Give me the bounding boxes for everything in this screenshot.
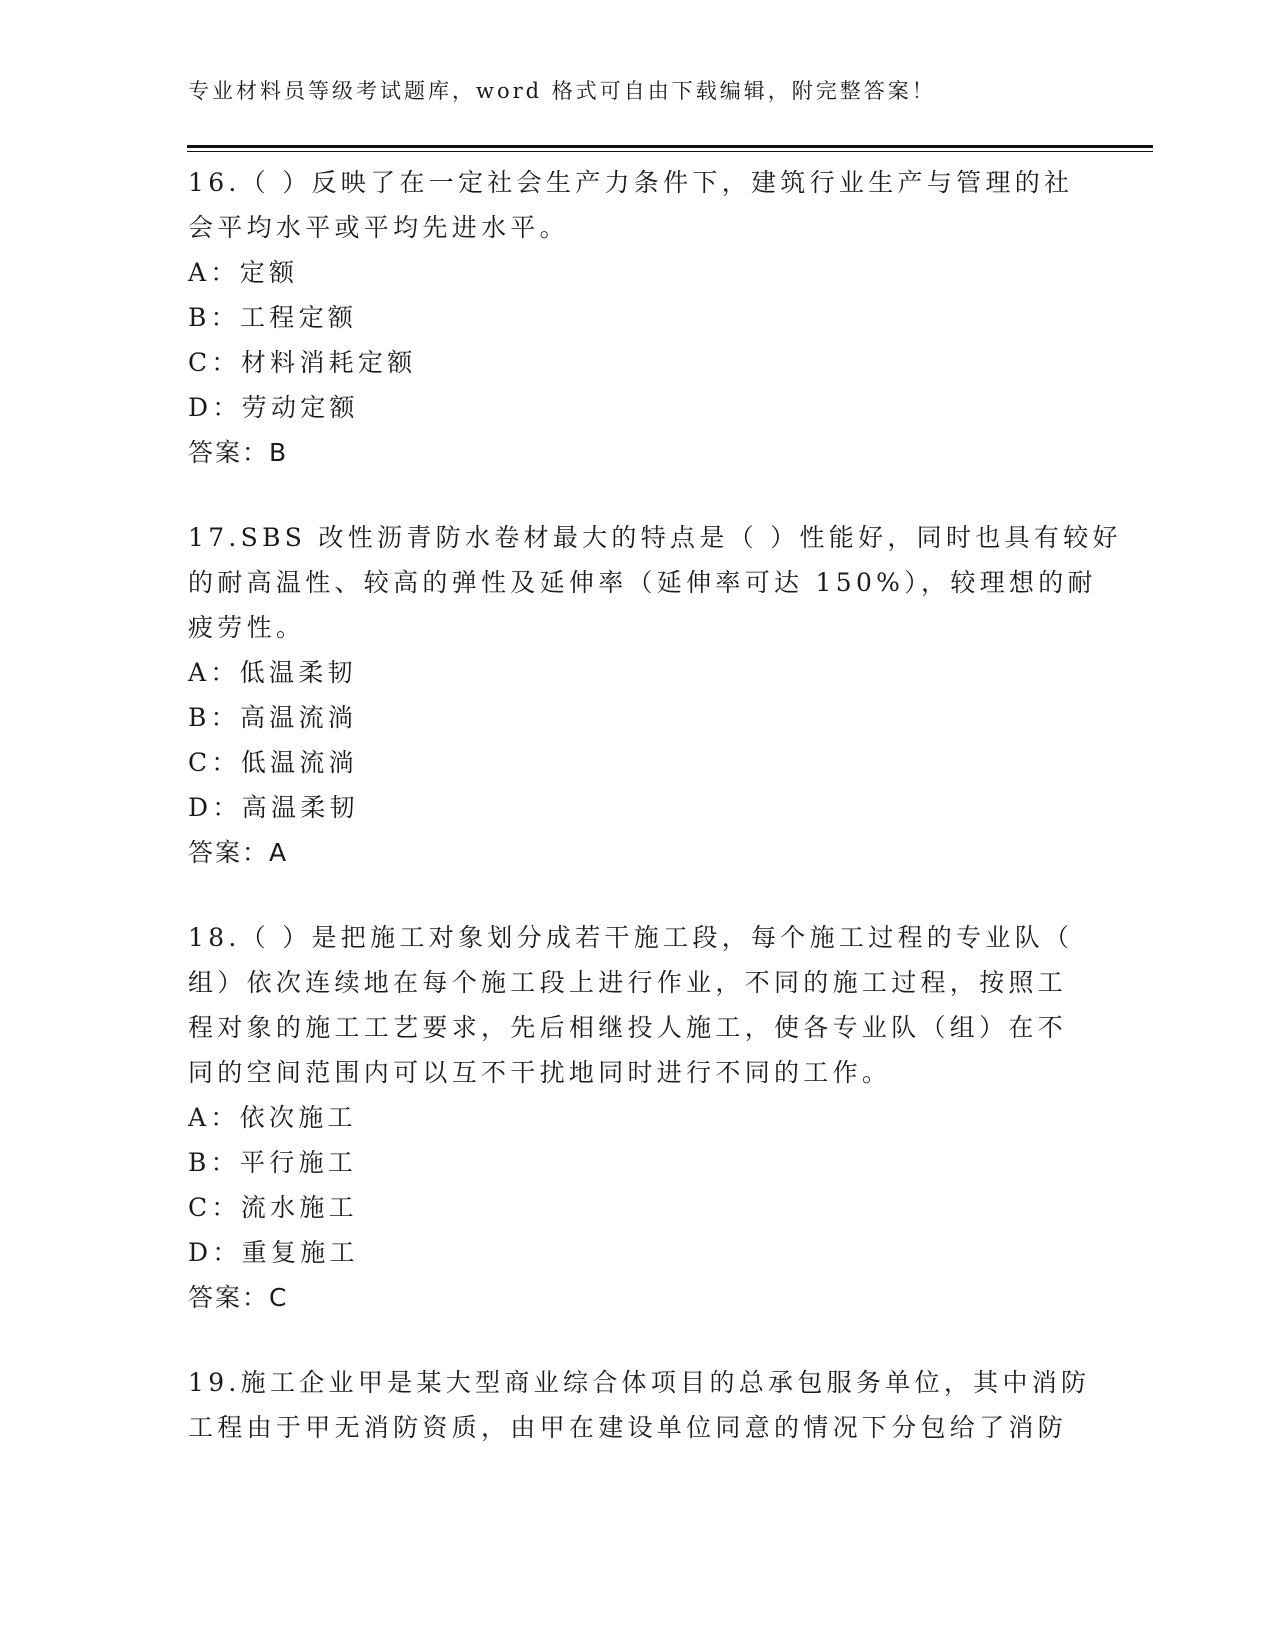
option-b: B：平行施工 bbox=[188, 1148, 358, 1177]
question-list bbox=[188, 160, 1122, 1490]
question-text-line: 疲劳性。 bbox=[188, 613, 306, 642]
question-text-line: 会平均水平或平均先进水平。 bbox=[188, 213, 569, 242]
page-header: 专业材料员等级考试题库，word 格式可自由下载编辑，附完整答案！ bbox=[188, 79, 936, 103]
question-text-line: 18.（ ）是把施工对象划分成若干施工段，每个施工过程的专业队（ bbox=[188, 923, 1074, 952]
option-d: D：重复施工 bbox=[188, 1238, 359, 1267]
option-d: D：劳动定额 bbox=[188, 393, 359, 422]
option-c: C：低温流淌 bbox=[188, 748, 358, 777]
question-text-line: 17.SBS 改性沥青防水卷材最大的特点是（ ）性能好，同时也具有较好 bbox=[188, 523, 1122, 552]
option-a: A：定额 bbox=[188, 258, 299, 287]
question-17 bbox=[188, 515, 1122, 875]
question-text-line: 19.施工企业甲是某大型商业综合体项目的总承包服务单位，其中消防 bbox=[188, 1368, 1091, 1397]
answer: 答案：C bbox=[188, 1283, 289, 1312]
option-c: C：材料消耗定额 bbox=[188, 348, 417, 377]
option-c: C：流水施工 bbox=[188, 1193, 358, 1222]
question-text-line: 工程由于甲无消防资质，由甲在建设单位同意的情况下分包给了消防 bbox=[188, 1413, 1068, 1442]
question-text-line: 程对象的施工工艺要求，先后相继投人施工，使各专业队（组）在不 bbox=[188, 1013, 1068, 1042]
question-16 bbox=[188, 160, 1088, 475]
question-19 bbox=[188, 1360, 1091, 1450]
answer: 答案：B bbox=[188, 438, 289, 467]
option-b: B：工程定额 bbox=[188, 303, 358, 332]
option-b: B：高温流淌 bbox=[188, 703, 358, 732]
header-rule-thick bbox=[187, 145, 1153, 148]
option-a: A：低温柔韧 bbox=[188, 658, 357, 687]
question-text-line: 组）依次连续地在每个施工段上进行作业，不同的施工过程，按照工 bbox=[188, 968, 1068, 997]
question-text-line: 的耐高温性、较高的弹性及延伸率（延伸率可达 150%），较理想的耐 bbox=[188, 568, 1097, 597]
option-d: D：高温柔韧 bbox=[188, 793, 359, 822]
answer: 答案：A bbox=[188, 838, 289, 867]
option-a: A：依次施工 bbox=[188, 1103, 357, 1132]
question-text-line: 16.（ ）反映了在一定社会生产力条件下，建筑行业生产与管理的社 bbox=[188, 168, 1074, 197]
question-text-line: 同的空间范围内可以互不干扰地同时进行不同的工作。 bbox=[188, 1058, 892, 1087]
header-rule-thin bbox=[187, 151, 1153, 152]
question-18 bbox=[188, 915, 1088, 1320]
